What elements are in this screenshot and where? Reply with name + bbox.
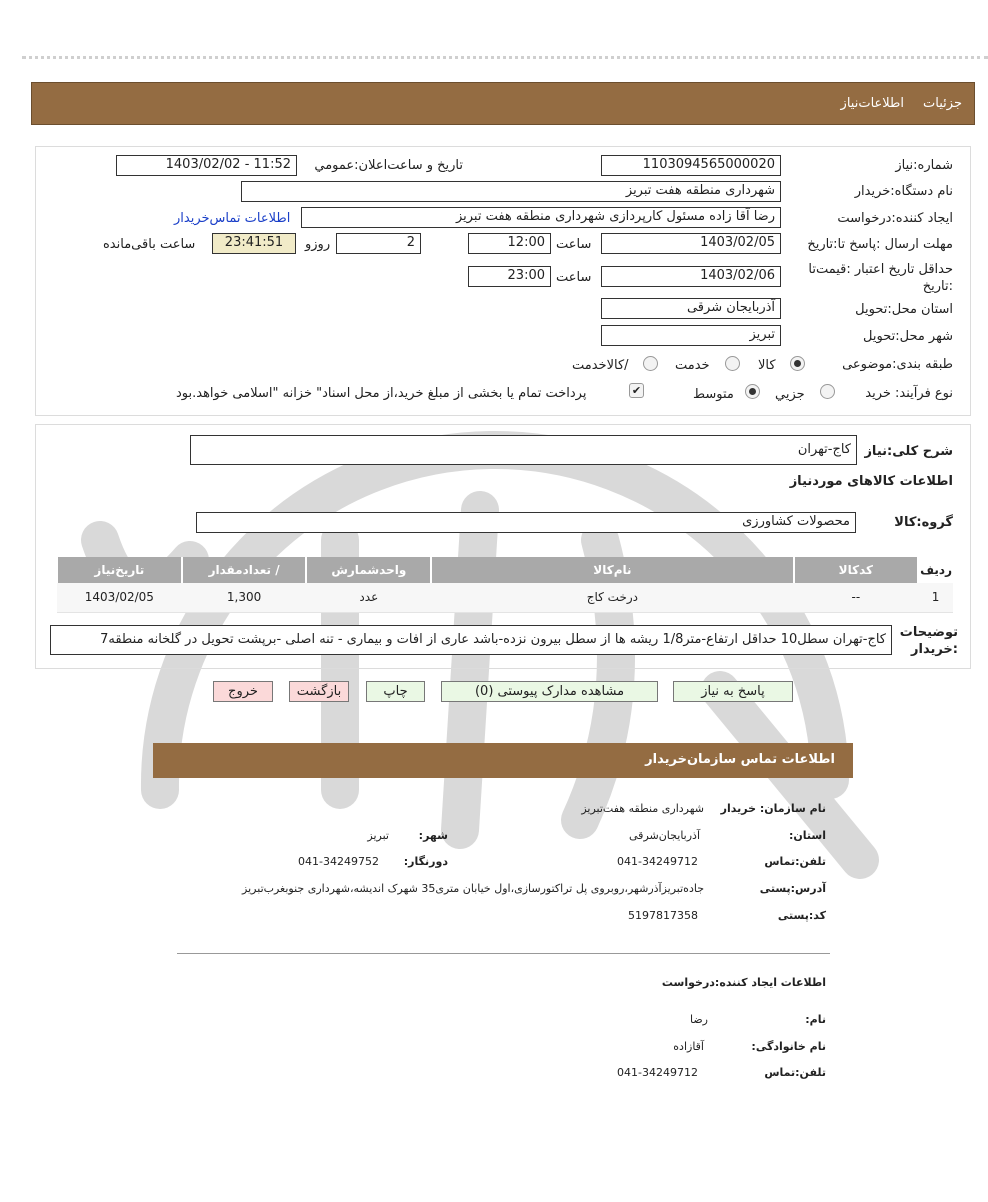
creator-family-label: نام خانوادگی:	[751, 1040, 826, 1053]
creator-name-value: رضا	[689, 1013, 708, 1026]
page-header-bar	[31, 82, 975, 125]
print-button[interactable]: چاپ	[366, 681, 425, 702]
validity-date-field: 1403/02/06	[601, 266, 781, 287]
remaining-label: ساعت باقی‌مانده	[103, 237, 196, 252]
creator-family-value: آقازاده	[673, 1040, 704, 1053]
city-field: تبریز	[601, 325, 781, 346]
payment-checkbox[interactable]: ✔	[629, 383, 644, 398]
validity-time-field: 23:00	[468, 266, 551, 287]
col-header-quantity: / تعدادمقدار	[182, 557, 307, 583]
creator-label: ایجاد کننده:درخواست	[837, 211, 953, 226]
cell-need-date: 1403/02/05	[57, 583, 182, 612]
col-header-unit: واحدشمارش	[306, 557, 431, 583]
contact-address-value: جاده‌تبریزآذرشهر،روبروی پل تراکتورسازی،اول خیابان متری35 شهرک اندیشه،شهرداری جنوبغرب‌تبریز	[242, 882, 704, 895]
creator-info-title: اطلاعات ایجاد کننده:درخواست	[661, 976, 826, 989]
city-label: شهر محل:تحویل	[863, 329, 953, 344]
exit-button[interactable]: خروج	[213, 681, 273, 702]
contact-city-label: شهر:	[418, 829, 448, 842]
reply-button[interactable]: پاسخ به نیاز	[673, 681, 793, 702]
buyer-notes-label: توضیحات :خریدار	[899, 625, 958, 657]
buyer-contact-link[interactable]: اطلاعات تماس‌خریدار	[174, 211, 291, 226]
category-option-goods: کالا	[758, 358, 776, 373]
buyer-org-field: شهرداری منطقه هفت تبریز	[241, 181, 781, 202]
contact-section-header	[153, 743, 853, 778]
contact-phone-label: تلفن:تماس	[764, 855, 826, 868]
category-label: طبقه بندی:موضوعی	[842, 357, 953, 372]
need-desc-field: کاج-تهران	[190, 435, 857, 465]
contact-province-value: آذربایجان‌شرقی	[629, 829, 700, 842]
tab-details[interactable]: جزئیات	[923, 96, 962, 111]
need-number-label: شماره:نیاز	[895, 158, 953, 173]
contact-address-label: آدرس:پستی	[759, 882, 826, 895]
creator-name-label: نام:	[805, 1013, 826, 1026]
tab-need-info[interactable]: اطلاعات‌نیاز	[840, 96, 904, 111]
col-header-need-date: تاریخ‌نیاز	[57, 557, 182, 583]
creator-field: رضا آقا زاده مسئول کارپردازی شهرداری منطقه هفت تبریز	[301, 207, 781, 228]
process-radio-minor[interactable]	[820, 384, 835, 399]
category-radio-goods-service[interactable]	[643, 356, 658, 371]
goods-group-label: گروه:کالا	[894, 515, 953, 530]
table-row	[57, 583, 953, 612]
cell-code: --	[794, 583, 919, 612]
back-button[interactable]: بازگشت	[289, 681, 349, 702]
process-radio-medium[interactable]	[745, 384, 760, 399]
need-number-field: 1103094565000020	[601, 155, 781, 176]
category-option-service: خدمت	[675, 358, 710, 373]
col-header-code: کدکالا	[794, 557, 919, 583]
process-label: نوع فرآیند: خرید	[865, 386, 953, 401]
contact-org-value: شهرداری منطقه هفت‌تبریز	[581, 802, 704, 815]
attachments-button[interactable]: مشاهده مدارک پیوستی (0)	[441, 681, 658, 702]
contact-province-label: استان:	[789, 829, 826, 842]
deadline-time-word: ساعت	[556, 237, 592, 252]
days-word: روزو	[305, 237, 331, 252]
goods-group-field: محصولات کشاورزی	[196, 512, 856, 533]
goods-table	[56, 557, 953, 613]
cell-row-no: 1	[918, 583, 953, 612]
contact-section-title: اطلاعات تماس سازمان‌خریدار	[645, 752, 835, 767]
col-header-row-no: ردیف	[918, 557, 953, 583]
contact-org-label: نام سازمان: خریدار	[720, 802, 826, 815]
category-radio-service[interactable]	[725, 356, 740, 371]
goods-info-heading: اطلاعات کالاهای موردنیاز	[789, 474, 953, 489]
process-option-medium: متوسط	[693, 387, 734, 402]
validity-label: حداقل تاریخ اعتبار :قیمت‌تا :تاریخ	[808, 262, 953, 294]
contact-city-value: تبریز	[367, 829, 389, 842]
process-option-minor: جزیي	[775, 387, 805, 402]
need-desc-label: شرح کلی:نیاز	[864, 444, 953, 459]
province-label: استان محل:تحویل	[855, 302, 953, 317]
contact-fax-label: دورنگار:	[403, 855, 448, 868]
buyer-org-label: نام دستگاه:خریدار	[854, 184, 953, 199]
payment-note: پرداخت تمام یا بخشی از مبلغ خرید،از محل اسناد" خزانه "اسلامی خواهد.بود	[176, 386, 587, 401]
creator-phone-label: تلفن:تماس	[764, 1066, 826, 1079]
cell-name: درخت کاج	[431, 583, 793, 612]
cell-unit: عدد	[306, 583, 431, 612]
col-header-name: نام‌کالا	[431, 557, 793, 583]
category-radio-goods[interactable]	[790, 356, 805, 371]
announce-date-label: تاریخ و ساعت‌اعلان:عمومي	[314, 158, 463, 173]
remaining-timer: 23:41:51	[212, 233, 296, 254]
validity-time-word: ساعت	[556, 270, 592, 285]
contact-postal-value: 5197817358	[628, 909, 698, 922]
creator-phone-value: 041-34249712	[617, 1066, 698, 1079]
category-option-goods-service: /کالاخدمت	[572, 358, 629, 373]
deadline-date-field: 1403/02/05	[601, 233, 781, 254]
contact-fax-value: 041-34249752	[298, 855, 379, 868]
deadline-time-field: 12:00	[468, 233, 551, 254]
contact-phone-value: 041-34249712	[617, 855, 698, 868]
goods-table-header-row	[57, 557, 953, 583]
contact-postal-label: کد:پستی	[777, 909, 826, 922]
buyer-notes-field: کاج-تهران سطل10 حداقل ارتفاع-متر1/8 ریشه ها از سطل بیرون نزده-باشد عاری از افات و بیماری - تنه اصلی -برپشت تحویل در گلخانه منطقه7	[50, 625, 892, 655]
cell-quantity: 1,300	[182, 583, 307, 612]
days-field: 2	[336, 233, 421, 254]
section-divider	[177, 953, 830, 954]
province-field: آذربایجان شرقی	[601, 298, 781, 319]
top-dotted-divider	[22, 56, 988, 59]
deadline-label: مهلت ارسال :پاسخ تا:تاریخ	[807, 237, 953, 252]
announce-date-field: 1403/02/02 - 11:52	[116, 155, 297, 176]
